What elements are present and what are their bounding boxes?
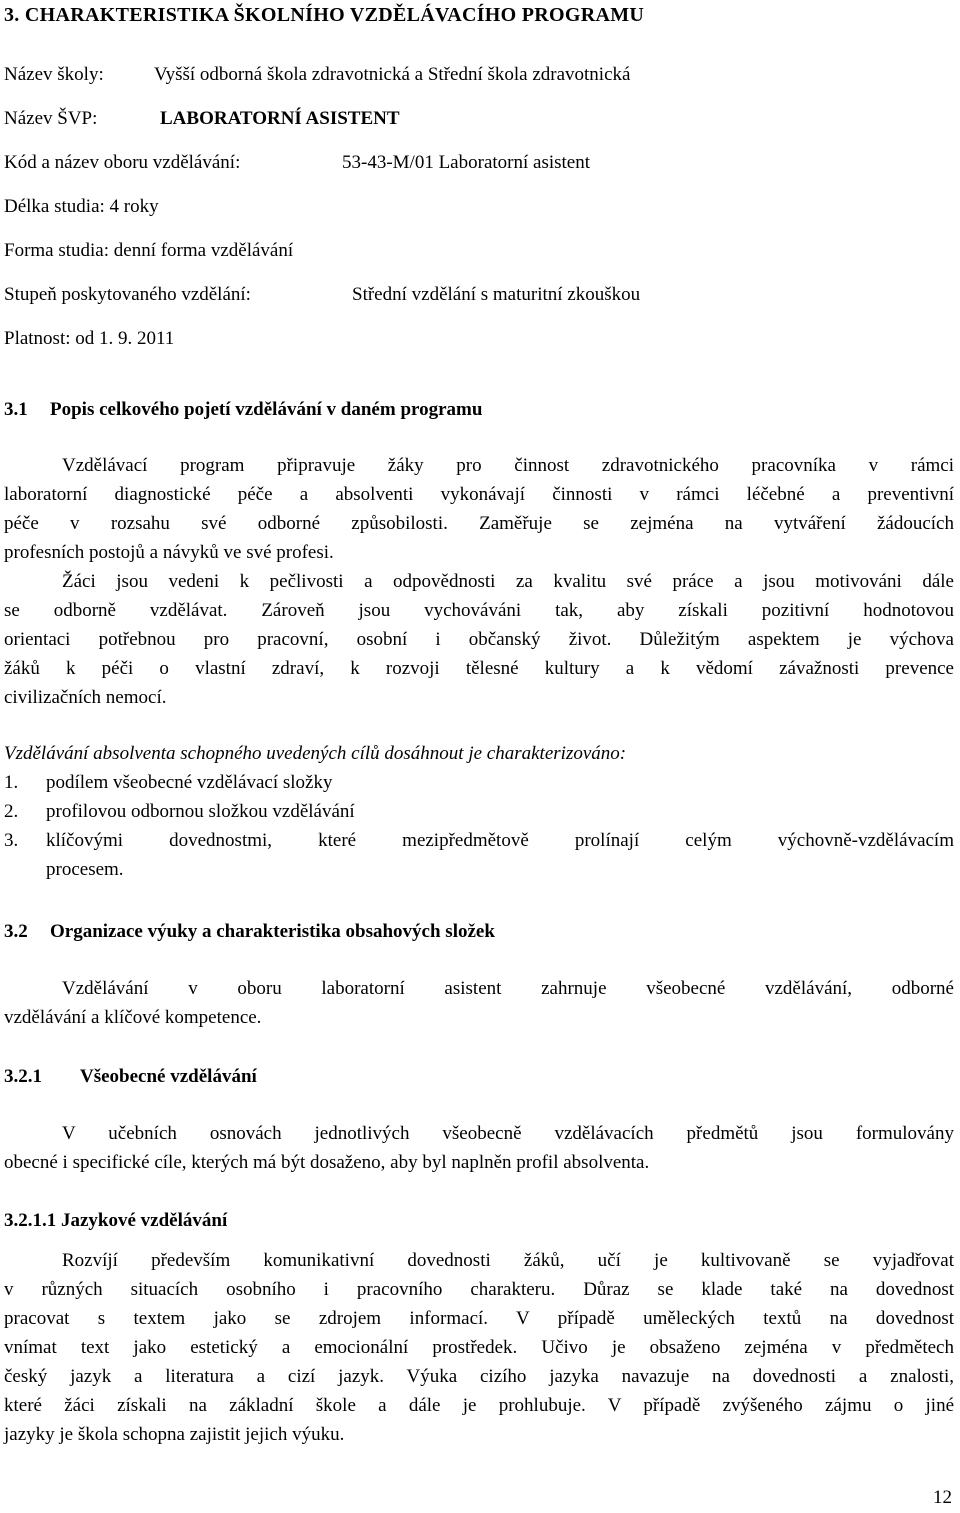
- paragraph-line: vzdělávání a klíčové kompetence.: [4, 1007, 262, 1028]
- school-label: Název školy:: [4, 64, 104, 85]
- svp-value: LABORATORNÍ ASISTENT: [160, 108, 400, 129]
- page-number: 12: [933, 1487, 952, 1508]
- paragraph-line: Vzdělávací program připravuje žáky pro činnost zdravotnického pracovníka v rámci: [62, 455, 954, 476]
- paragraph-line: žáků k péči o vlastní zdraví, k rozvoji tělesné kultury a k vědomí závažnosti prevence: [4, 658, 954, 679]
- paragraph-line: pracovat s textem jako se zdrojem informací. V případě uměleckých textů na dovednost: [4, 1308, 954, 1329]
- section-3-2-1-number: 3.2.1: [4, 1066, 42, 1087]
- validity: Platnost: od 1. 9. 2011: [4, 328, 175, 349]
- list-item: klíčovými dovednostmi, které mezipředmětově prolínají celým výchovně-vzdělávacím: [46, 830, 954, 851]
- list-number: 3.: [4, 830, 19, 851]
- paragraph-line: V učebních osnovách jednotlivých všeobecně vzdělávacích předmětů jsou formulovány: [62, 1123, 954, 1144]
- paragraph-line: Žáci jsou vedeni k pečlivosti a odpovědnosti za kvalitu své práce a jsou motivováni dále: [62, 571, 954, 592]
- paragraph-line: Vzdělávání v oboru laboratorní asistent zahrnuje všeobecné vzdělávání, odborné: [62, 978, 954, 999]
- paragraph-line: jazyky je škola schopna zajistit jejich výuku.: [4, 1424, 345, 1445]
- paragraph-line: profesních postojů a návyků ve své profesi.: [4, 542, 334, 563]
- paragraph-line: v různých situacích osobního i pracovního charakteru. Důraz se klade také na dovednost: [4, 1279, 954, 1300]
- section-3-2-1-heading: Všeobecné vzdělávání: [80, 1066, 257, 1087]
- level-value: Střední vzdělání s maturitní zkouškou: [352, 284, 641, 305]
- list-item: profilovou odbornou složkou vzdělávání: [46, 801, 355, 822]
- paragraph-line: péče v rozsahu své odborné způsobilosti. Zaměřuje se zejména na vytváření žádoucích: [4, 513, 954, 534]
- section-3-2-1-1-heading: 3.2.1.1 Jazykové vzdělávání: [4, 1210, 228, 1231]
- chapter-title: 3. CHARAKTERISTIKA ŠKOLNÍHO VZDĚLÁVACÍHO PROGRAMU: [4, 4, 645, 26]
- section-3-2-heading: Organizace výuky a charakteristika obsahových složek: [50, 921, 495, 942]
- study-length: Délka studia: 4 roky: [4, 196, 159, 217]
- paragraph-line: laboratorní diagnostické péče a absolventi vykonávají činnosti v rámci léčebné a preventivní: [4, 484, 954, 505]
- paragraph-line: orientaci potřebnou pro pracovní, osobní i občanský život. Důležitým aspektem je výchova: [4, 629, 954, 650]
- paragraph-line: obecné i specifické cíle, kterých má být dosaženo, aby byl naplněn profil absolventa.: [4, 1152, 650, 1173]
- paragraph-line: se odborně vzdělávat. Zároveň jsou vychováváni tak, aby získali pozitivní hodnotovou: [4, 600, 954, 621]
- list-number: 2.: [4, 801, 19, 822]
- paragraph-line: civilizačních nemocí.: [4, 687, 167, 708]
- level-label: Stupeň poskytovaného vzdělání:: [4, 284, 251, 305]
- list-item: podílem všeobecné vzdělávací složky: [46, 772, 333, 793]
- paragraph-line: které žáci získali na základní škole a dále je prohlubuje. V případě zvýšeného zájmu o jiné: [4, 1395, 954, 1416]
- section-3-2-number: 3.2: [4, 921, 28, 942]
- code-label: Kód a název oboru vzdělávání:: [4, 152, 241, 173]
- paragraph-line: český jazyk a literatura a cizí jazyk. Výuka cizího jazyka navazuje na dovednosti a znalosti,: [4, 1366, 954, 1387]
- italic-intro: Vzdělávání absolventa schopného uvedených cílů dosáhnout je charakterizováno:: [4, 743, 627, 764]
- paragraph-line: vnímat text jako estetický a emocionální prostředek. Učivo je obsaženo zejména v předmětech: [4, 1337, 954, 1358]
- list-item-continuation: procesem.: [46, 859, 124, 880]
- section-3-1-number: 3.1: [4, 399, 28, 420]
- svp-label: Název ŠVP:: [4, 108, 98, 129]
- code-value: 53-43-M/01 Laboratorní asistent: [342, 152, 591, 173]
- study-form: Forma studia: denní forma vzdělávání: [4, 240, 294, 261]
- school-value: Vyšší odborná škola zdravotnická a Střední škola zdravotnická: [154, 64, 631, 85]
- list-number: 1.: [4, 772, 19, 793]
- paragraph-line: Rozvíjí především komunikativní dovednosti žáků, učí je kultivovaně se vyjadřovat: [62, 1250, 954, 1271]
- section-3-1-heading: Popis celkového pojetí vzdělávání v daném programu: [50, 399, 483, 420]
